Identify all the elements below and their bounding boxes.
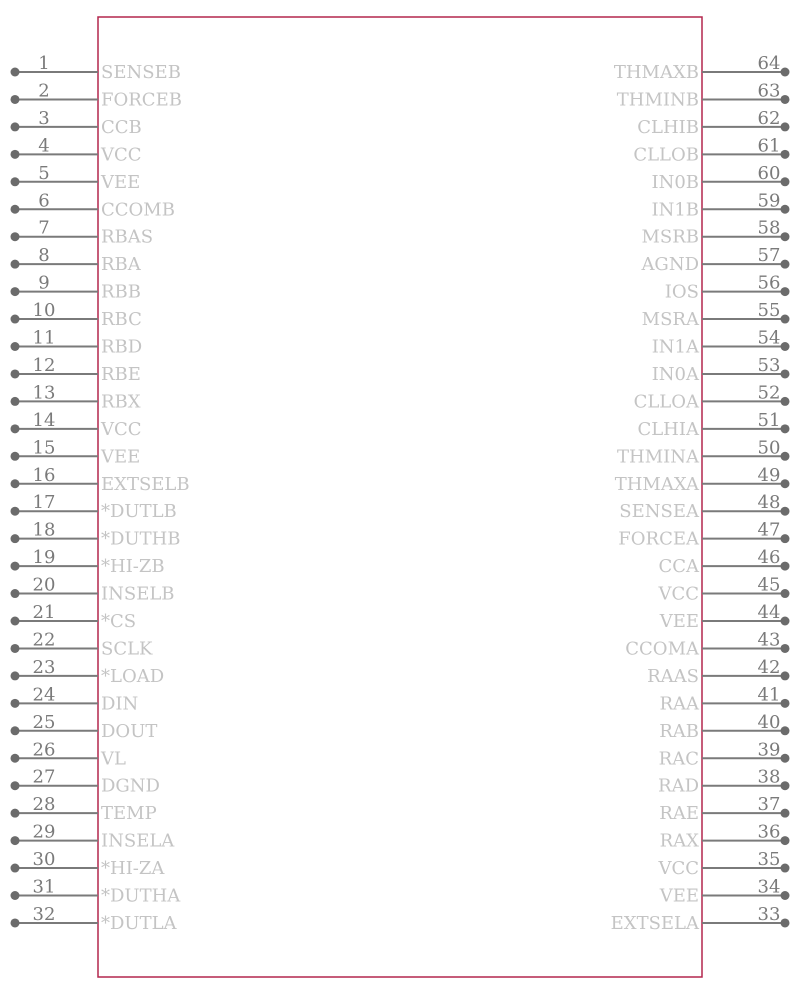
pin-name: INSELB — [101, 583, 175, 605]
pin-name: TEMP — [101, 803, 157, 825]
pin-name: CLLOB — [633, 144, 699, 166]
pin-number: 50 — [757, 437, 781, 459]
pin-number: 19 — [32, 547, 56, 569]
pin-name: DGND — [101, 775, 160, 797]
pin-name: RBC — [101, 309, 142, 331]
pin-right-54 — [652, 328, 790, 358]
pin-endpoint-dot — [781, 671, 790, 680]
pin-name: VEE — [101, 171, 141, 193]
pin-number: 10 — [32, 300, 56, 322]
pin-number: 63 — [757, 80, 781, 102]
pin-endpoint-dot — [781, 507, 790, 516]
pin-left-15 — [11, 437, 141, 467]
pin-name: *HI-ZA — [101, 858, 165, 880]
pin-endpoint-dot — [11, 479, 20, 488]
pin-endpoint-dot — [11, 699, 20, 708]
pin-left-24 — [11, 684, 139, 714]
pin-number: 9 — [38, 272, 50, 294]
pin-name: CCOMA — [625, 638, 699, 660]
pin-number: 12 — [32, 354, 56, 376]
pin-endpoint-dot — [11, 534, 20, 543]
pin-name: IOS — [664, 281, 699, 303]
pin-endpoint-dot — [11, 754, 20, 763]
pin-number: 5 — [38, 162, 50, 184]
pin-left-16 — [11, 465, 190, 495]
pin-endpoint-dot — [11, 150, 20, 159]
pin-number: 21 — [32, 602, 56, 623]
pin-name: CLLOA — [633, 391, 699, 413]
pin-left-7 — [11, 218, 154, 248]
pin-left-18 — [11, 520, 181, 550]
pin-left-27 — [11, 767, 161, 797]
pin-left-10 — [11, 300, 142, 330]
pin-right-51 — [637, 410, 789, 440]
pin-endpoint-dot — [781, 617, 790, 626]
pin-right-57 — [640, 245, 789, 275]
pin-left-9 — [11, 273, 142, 303]
pin-number: 37 — [757, 794, 781, 816]
pin-right-40 — [659, 712, 789, 742]
pin-name: IN1A — [651, 336, 699, 358]
pin-right-42 — [647, 657, 789, 687]
pin-number: 1 — [38, 53, 50, 74]
pin-endpoint-dot — [781, 150, 790, 159]
pin-name: *CS — [101, 611, 137, 632]
pin-left-22 — [11, 629, 154, 659]
pin-name: THMAXA — [614, 473, 699, 495]
pin-number: 22 — [32, 629, 56, 651]
pin-endpoint-dot — [11, 205, 20, 214]
pin-number: 15 — [32, 437, 56, 459]
pin-name: VEE — [659, 611, 699, 632]
pin-endpoint-dot — [11, 342, 20, 351]
pin-endpoint-dot — [781, 726, 790, 735]
pin-endpoint-dot — [781, 95, 790, 104]
pin-name: SENSEB — [101, 62, 181, 83]
pin-name: THMAXB — [613, 62, 699, 83]
pin-name: CCOMB — [101, 199, 175, 221]
pin-right-38 — [658, 767, 789, 797]
pin-name: MSRA — [641, 309, 699, 331]
pin-number: 34 — [757, 876, 781, 898]
pin-right-43 — [625, 629, 789, 659]
pin-number: 45 — [757, 574, 781, 596]
pin-endpoint-dot — [11, 68, 20, 77]
pin-number: 59 — [757, 190, 781, 212]
pin-number: 28 — [32, 794, 56, 816]
pin-name: RAE — [659, 803, 699, 825]
pin-endpoint-dot — [11, 452, 20, 461]
pin-endpoint-dot — [11, 726, 20, 735]
pin-number: 13 — [32, 382, 56, 404]
pin-name: RBAS — [101, 226, 154, 248]
pin-name: RBA — [101, 254, 141, 276]
pin-number: 14 — [32, 409, 56, 431]
pin-endpoint-dot — [11, 891, 20, 900]
pin-name: DIN — [101, 693, 139, 715]
pin-number: 43 — [757, 629, 781, 651]
pin-endpoint-dot — [11, 864, 20, 873]
pin-right-61 — [633, 135, 789, 165]
pin-endpoint-dot — [781, 232, 790, 241]
pin-name: VEE — [101, 446, 141, 468]
pin-number: 6 — [38, 190, 50, 212]
pin-endpoint-dot — [11, 95, 20, 104]
pin-name: *DUTHB — [101, 528, 181, 550]
pin-number: 27 — [32, 766, 56, 788]
pin-number: 46 — [757, 547, 781, 569]
pin-endpoint-dot — [781, 479, 790, 488]
pin-number: 30 — [32, 849, 56, 871]
pin-name: RAD — [658, 775, 699, 797]
pin-left-25 — [11, 712, 158, 742]
pin-right-41 — [659, 684, 789, 714]
pin-number: 36 — [757, 821, 781, 843]
pin-right-46 — [658, 547, 789, 577]
pin-endpoint-dot — [781, 534, 790, 543]
pin-right-59 — [651, 190, 789, 220]
pin-number: 16 — [32, 464, 56, 486]
pin-name: FORCEA — [618, 528, 699, 550]
pin-number: 20 — [32, 574, 56, 596]
pin-number: 51 — [757, 409, 781, 431]
pin-left-11 — [11, 328, 143, 358]
pin-number: 47 — [757, 519, 781, 541]
pin-name: VCC — [658, 583, 699, 605]
pin-number: 41 — [757, 684, 781, 706]
pin-number: 54 — [757, 327, 781, 349]
pin-endpoint-dot — [781, 864, 790, 873]
pin-number: 8 — [38, 245, 50, 267]
pin-left-3 — [11, 108, 142, 138]
pin-right-62 — [637, 108, 789, 138]
pin-name: IN0A — [651, 363, 699, 385]
pin-name: *LOAD — [101, 665, 165, 687]
pin-endpoint-dot — [781, 205, 790, 214]
pin-endpoint-dot — [11, 315, 20, 324]
pin-name: VCC — [101, 144, 142, 166]
pin-left-17 — [11, 492, 177, 522]
pin-right-52 — [634, 382, 790, 412]
pin-name: MSRB — [641, 226, 699, 248]
pin-left-32 — [11, 904, 178, 934]
pin-number: 17 — [32, 492, 56, 514]
pin-right-60 — [651, 163, 789, 193]
pin-name: SENSEA — [619, 501, 699, 523]
pin-name: INSELA — [101, 830, 175, 852]
pin-name: RBE — [101, 363, 141, 385]
pin-number: 11 — [32, 327, 56, 349]
pin-right-63 — [617, 80, 790, 110]
pin-number: 60 — [757, 162, 781, 184]
pin-endpoint-dot — [781, 754, 790, 763]
pin-right-36 — [660, 822, 790, 852]
pin-name: THMINB — [616, 89, 699, 111]
pin-name: *DUTHA — [101, 885, 181, 907]
pin-name: DOUT — [101, 720, 158, 742]
pin-number: 61 — [757, 135, 781, 157]
pin-right-45 — [657, 575, 789, 605]
pin-name: CLHIA — [637, 418, 699, 440]
pin-name: RAA — [659, 693, 699, 715]
pin-name: VCC — [101, 418, 142, 440]
pin-name: EXTSELA — [610, 912, 699, 934]
pin-endpoint-dot — [781, 836, 790, 845]
pin-name: VEE — [659, 885, 699, 907]
pin-left-6 — [11, 190, 175, 220]
pin-left-23 — [11, 657, 165, 687]
pin-name: THMINA — [617, 446, 699, 468]
pin-name: CCB — [101, 116, 142, 138]
pin-name: RBX — [101, 391, 141, 413]
pin-left-5 — [11, 163, 141, 193]
pin-left-20 — [11, 575, 175, 605]
pin-number: 7 — [38, 217, 50, 239]
pin-endpoint-dot — [781, 342, 790, 351]
pin-endpoint-dot — [781, 315, 790, 324]
pin-endpoint-dot — [781, 809, 790, 818]
pin-left-21 — [11, 602, 137, 632]
pin-number: 62 — [757, 107, 781, 129]
pin-number: 53 — [757, 354, 781, 376]
pin-number: 29 — [32, 821, 56, 843]
pin-left-30 — [11, 849, 166, 879]
pin-left-29 — [11, 822, 176, 852]
pin-number: 35 — [757, 849, 781, 871]
pin-number: 2 — [38, 80, 50, 102]
pin-name: CCA — [658, 556, 699, 578]
pin-number: 24 — [32, 684, 56, 706]
pin-right-56 — [665, 273, 790, 303]
pin-name: SCLK — [101, 638, 153, 660]
pin-number: 48 — [757, 492, 781, 514]
pin-endpoint-dot — [781, 397, 790, 406]
pin-number: 58 — [757, 217, 781, 239]
pin-endpoint-dot — [781, 177, 790, 186]
pin-name: *DUTLA — [101, 912, 177, 934]
pin-left-2 — [11, 80, 182, 110]
pin-endpoint-dot — [781, 260, 790, 269]
pin-endpoint-dot — [781, 699, 790, 708]
pin-endpoint-dot — [781, 918, 790, 927]
pin-name: RAX — [659, 830, 699, 852]
pin-right-39 — [659, 739, 790, 769]
pin-endpoint-dot — [781, 562, 790, 571]
pin-endpoint-dot — [11, 177, 20, 186]
pin-right-50 — [617, 437, 790, 467]
pin-endpoint-dot — [781, 424, 790, 433]
pin-name: RBD — [101, 336, 143, 358]
pin-right-35 — [657, 849, 789, 879]
pin-endpoint-dot — [11, 369, 20, 378]
pin-left-26 — [11, 739, 126, 769]
pin-number: 18 — [32, 519, 56, 541]
pin-endpoint-dot — [781, 68, 790, 77]
pin-name: FORCEB — [101, 89, 182, 111]
pin-number: 4 — [38, 135, 50, 157]
pin-number: 26 — [32, 739, 56, 761]
pin-right-55 — [642, 300, 790, 330]
pin-name: AGND — [641, 254, 699, 276]
pin-name: RBB — [101, 281, 142, 303]
pin-left-14 — [11, 410, 142, 440]
pin-endpoint-dot — [781, 369, 790, 378]
right-pin-group — [611, 53, 790, 934]
pin-name: RAB — [659, 720, 699, 742]
pin-number: 44 — [757, 602, 781, 623]
pin-endpoint-dot — [781, 891, 790, 900]
pin-endpoint-dot — [11, 397, 20, 406]
pin-number: 31 — [32, 876, 56, 898]
pin-number: 33 — [757, 903, 781, 925]
pin-left-19 — [11, 547, 165, 577]
pin-endpoint-dot — [11, 644, 20, 653]
pin-number: 40 — [757, 711, 781, 733]
pin-endpoint-dot — [11, 122, 20, 131]
pin-number: 57 — [757, 245, 781, 267]
pin-right-34 — [659, 877, 790, 907]
pin-left-1 — [11, 53, 181, 83]
pin-endpoint-dot — [11, 781, 20, 790]
pin-number: 38 — [757, 766, 781, 788]
pin-left-8 — [11, 245, 142, 275]
pin-right-37 — [659, 794, 789, 824]
pin-right-53 — [652, 355, 790, 385]
pin-endpoint-dot — [11, 671, 20, 680]
pin-right-48 — [619, 492, 789, 522]
pin-name: CLHIB — [637, 116, 699, 138]
pin-left-13 — [11, 382, 141, 412]
pin-endpoint-dot — [11, 836, 20, 845]
pin-number: 55 — [757, 300, 781, 322]
pin-name: *HI-ZB — [101, 556, 165, 578]
pin-endpoint-dot — [11, 260, 20, 269]
pin-endpoint-dot — [11, 589, 20, 598]
pin-endpoint-dot — [781, 287, 790, 296]
pin-left-4 — [11, 135, 142, 165]
pin-right-33 — [611, 904, 790, 934]
pin-endpoint-dot — [11, 232, 20, 241]
pin-number: 56 — [757, 272, 781, 294]
pin-name: IN1B — [651, 199, 699, 221]
ic-body-outline — [98, 17, 702, 977]
pin-name: RAC — [658, 748, 699, 770]
pin-number: 52 — [757, 382, 781, 404]
pin-endpoint-dot — [781, 589, 790, 598]
pin-number: 23 — [32, 656, 56, 678]
pin-endpoint-dot — [781, 644, 790, 653]
pin-left-12 — [11, 355, 141, 385]
pin-number: 25 — [32, 711, 56, 733]
pin-number: 32 — [32, 903, 56, 925]
pin-right-58 — [641, 218, 789, 248]
pin-endpoint-dot — [11, 617, 20, 626]
pin-endpoint-dot — [11, 507, 20, 516]
pin-endpoint-dot — [781, 452, 790, 461]
pin-endpoint-dot — [781, 122, 790, 131]
pin-right-44 — [659, 602, 790, 632]
pin-name: VL — [101, 748, 126, 770]
pin-endpoint-dot — [11, 562, 20, 571]
pin-endpoint-dot — [11, 918, 20, 927]
pin-number: 64 — [757, 53, 781, 74]
pin-number: 3 — [38, 107, 50, 129]
pin-name: VCC — [658, 858, 699, 880]
pin-name: *DUTLB — [101, 501, 177, 523]
pin-number: 39 — [757, 739, 781, 761]
pin-left-31 — [11, 877, 182, 907]
pin-endpoint-dot — [11, 809, 20, 818]
left-pin-group — [11, 53, 190, 934]
pin-name: EXTSELB — [101, 473, 190, 495]
pin-endpoint-dot — [11, 424, 20, 433]
pin-name: IN0B — [651, 171, 699, 193]
pin-number: 42 — [757, 656, 781, 678]
pin-name: RAAS — [647, 665, 699, 687]
pin-right-47 — [618, 520, 789, 550]
pin-left-28 — [11, 794, 157, 824]
pin-endpoint-dot — [11, 287, 20, 296]
pin-number: 49 — [757, 464, 781, 486]
pin-endpoint-dot — [781, 781, 790, 790]
